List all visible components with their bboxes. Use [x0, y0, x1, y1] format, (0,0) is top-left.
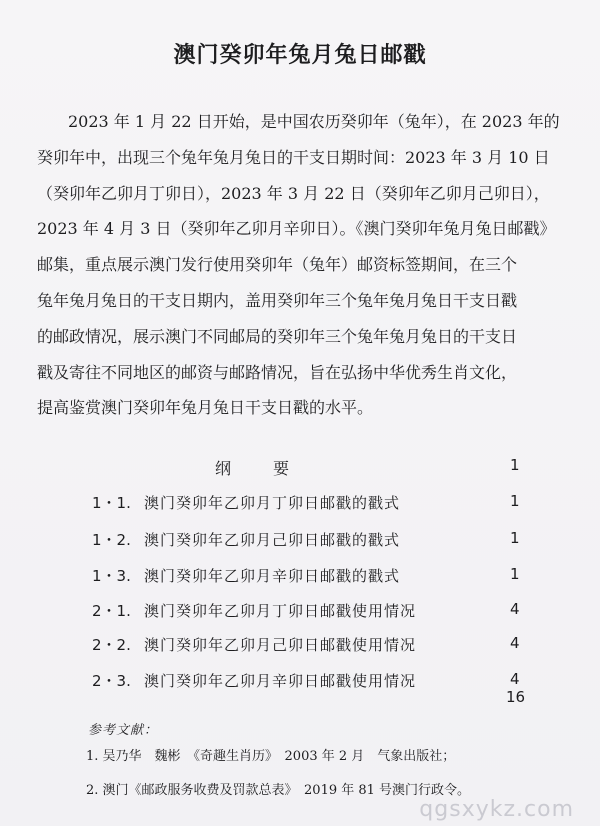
paragraph-line: 2023 年 4 月 3 日（癸卯年乙卯月辛卯日）。《澳门癸卯年兔月兔日邮戳》 — [37, 219, 556, 239]
toc-text: 澳门癸卯年乙卯月己卯日邮戳的戳式 — [144, 531, 401, 549]
toc-page: 1 — [510, 565, 520, 583]
paragraph-line: （癸卯年乙卯月丁卯日），2023 年 3 月 22 日（癸卯年乙卯月己卯日）， — [37, 183, 550, 203]
toc-number: 2・3. — [92, 672, 131, 690]
reference-item: 1. 吴乃华 魏彬 《奇趣生肖历》 2003 年 2 月 气象出版社； — [86, 749, 456, 764]
toc-text: 澳门癸卯年乙卯月丁卯日邮戳的戳式 — [144, 494, 401, 512]
toc-row — [92, 600, 532, 628]
paragraph-line: 兔年兔月兔日的干支日期内，盖用癸卯年三个兔年兔月兔日干支日戳 — [37, 290, 518, 310]
paragraph-line: 提高鉴赏澳门癸卯年兔月兔日干支日戳的水平。 — [37, 398, 374, 418]
toc-number: 2・1. — [92, 602, 131, 620]
document-title: 澳门癸卯年兔月兔日邮戳 — [173, 43, 427, 68]
outline-total-pages: 16 — [506, 688, 526, 706]
watermark: qgsxykz.com — [419, 797, 574, 822]
toc-text: 澳门癸卯年乙卯月辛卯日邮戳使用情况 — [144, 672, 417, 690]
outline-page-number: 1 — [510, 456, 520, 474]
paragraph-line: 2023 年 1 月 22 日开始，是中国农历癸卯年（兔年），在 2023 年的 — [68, 112, 560, 131]
toc-row — [92, 492, 532, 520]
paragraph-line: 的邮政情况，展示澳门不同邮局的癸卯年三个兔年兔月兔日的干支日 — [37, 326, 518, 346]
toc-text: 澳门癸卯年乙卯月己卯日邮戳使用情况 — [144, 636, 417, 654]
toc-number: 1・3. — [92, 567, 131, 585]
outline-heading: 纲要 — [215, 459, 332, 478]
toc-page: 4 — [510, 670, 520, 688]
toc-page: 4 — [510, 634, 520, 652]
references-heading: 参考文献： — [88, 723, 159, 738]
toc-number: 2・2. — [92, 636, 131, 654]
toc-page: 1 — [510, 529, 520, 547]
toc-text: 澳门癸卯年乙卯月辛卯日邮戳的戳式 — [144, 567, 401, 585]
toc-page: 4 — [510, 600, 520, 618]
paragraph-line: 癸卯年中，出现三个兔年兔月兔日的干支日期时间：2023 年 3 月 10 日 — [37, 147, 550, 167]
reference-item: 2. 澳门《邮政服务收费及罚款总表》 2019 年 81 号澳门行政令。 — [86, 783, 471, 798]
toc-text: 澳门癸卯年乙卯月丁卯日邮戳使用情况 — [144, 602, 417, 620]
toc-number: 1・2. — [92, 531, 131, 549]
paragraph-line: 邮集，重点展示澳门发行使用癸卯年（兔年）邮资标签期间，在三个 — [37, 255, 518, 275]
toc-number: 1・1. — [92, 494, 131, 512]
toc-row — [92, 670, 532, 698]
toc-row — [92, 565, 532, 593]
toc-row — [92, 634, 532, 662]
toc-row — [92, 529, 532, 557]
toc-page: 1 — [510, 492, 520, 510]
paragraph-line: 戳及寄往不同地区的邮资与邮路情况，旨在弘扬中华优秀生肖文化， — [37, 362, 518, 382]
intro-paragraph — [37, 104, 575, 426]
